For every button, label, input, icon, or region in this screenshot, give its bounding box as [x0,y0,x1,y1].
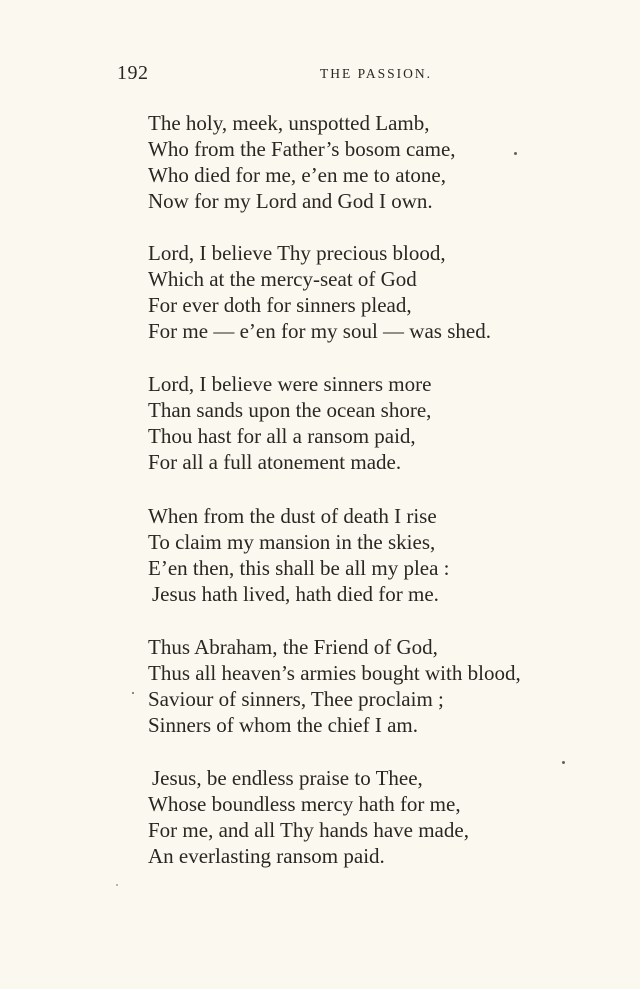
running-head: THE PASSION. [319,66,432,81]
page-number: 192 [117,62,149,84]
poem-line: Jesus hath lived, hath died for me. [152,582,439,606]
paper-speck [132,692,134,694]
poem-line: For me, and all Thy hands have made, [148,818,469,842]
poem-line: Thou hast for all a ransom paid, [148,424,416,448]
page-header [117,62,432,88]
stanza-3 [148,371,431,475]
poem-line: Whose boundless mercy hath for me, [148,792,461,816]
stanza-6 [148,765,469,869]
stanza-1 [148,110,456,214]
poem-line: For ever doth for sinners plead, [148,293,412,317]
poem-line: Jesus, be endless praise to Thee, [152,766,423,790]
poem-line: Thus all heaven’s armies bought with blood, [148,661,521,685]
poem-line: For me — e’en for my soul — was shed. [148,319,491,343]
poem-line: An everlasting ransom paid. [148,844,385,868]
poem-line: Lord, I believe Thy precious blood, [148,241,446,265]
poem-line: To claim my mansion in the skies, [148,530,436,554]
poem-line: Than sands upon the ocean shore, [148,398,432,422]
poem-line: Which at the mercy-seat of God [148,267,417,291]
poem-line: Now for my Lord and God I own. [148,189,433,213]
poem-line: Lord, I believe were sinners more [148,372,432,396]
poem-line: When from the dust of death I rise [148,504,437,528]
stanza-4 [148,503,450,607]
poem-line: For all a full atonement made. [148,450,402,474]
stanza-5 [148,634,521,738]
poem-line: The holy, meek, unspotted Lamb, [148,111,430,135]
poem-line: Who from the Father’s bosom came, [148,137,456,161]
paper-speck [562,761,565,764]
poem-line: Saviour of sinners, Thee proclaim ; [148,687,444,711]
paper-speck [514,152,517,155]
poem-line: E’en then, this shall be all my plea : [148,556,450,580]
poem-line: Who died for me, e’en me to atone, [148,163,446,187]
paper-speck [116,884,118,886]
poem-line: Thus Abraham, the Friend of God, [148,635,438,659]
stanza-2 [148,240,491,344]
poem-line: Sinners of whom the chief I am. [148,713,419,737]
